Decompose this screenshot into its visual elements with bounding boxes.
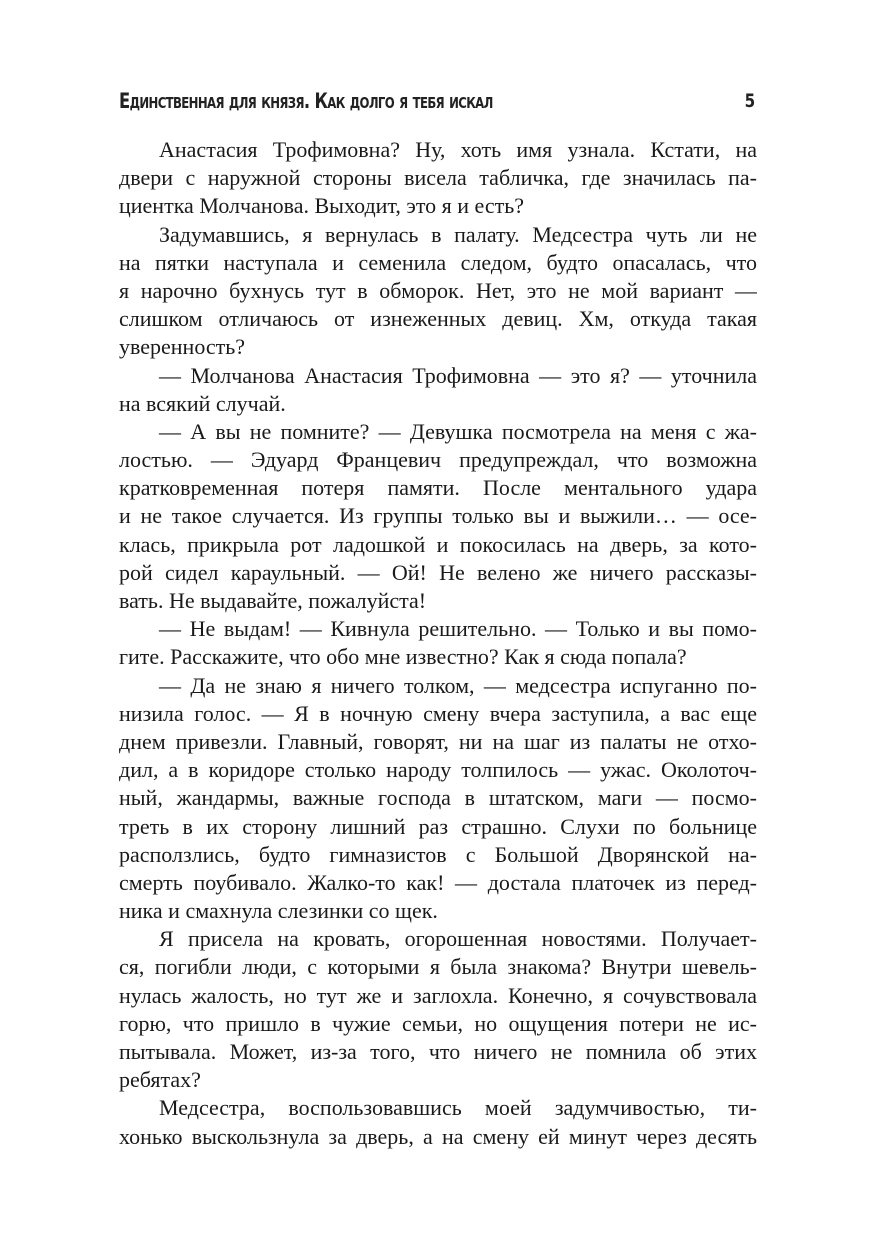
running-header: [119, 84, 757, 118]
text-line: на всякий случай.: [119, 390, 286, 416]
text-line: Задумавшись, я вернулась в палату. Медсестра чуть ли не: [159, 221, 757, 247]
text-line: Я присела на кровать, огорошенная новостями. Получает-: [159, 926, 757, 952]
text-line: низила голос. — Я в ночную смену вчера заступила, а вас еще: [119, 700, 757, 726]
text-line: смерть поубивало. Жалко-то как! — достала платочек из перед-: [119, 869, 757, 895]
text-line: днем привезли. Главный, говорят, ни на шаг из палаты не отхо-: [119, 728, 757, 754]
running-title: Единственная для князя. Как долго я тебя искал: [119, 89, 493, 113]
text-line: хонько выскользнула за дверь, а на смену ей минут через десять: [119, 1123, 757, 1149]
text-line: — А вы не помните? — Девушка посмотрела на меня с жа-: [159, 418, 757, 444]
text-line: ребятах?: [119, 1067, 201, 1093]
text-line: кратковременная потеря памяти. После ментального удара: [119, 475, 757, 501]
text-line: ный, жандармы, важные господа в штатском, маги — посмо-: [119, 785, 757, 811]
text-line: ника и смахнула слезинки со щек.: [119, 898, 438, 924]
text-line: нулась жалость, но тут же и заглохла. Конечно, я сочувствовала: [119, 982, 757, 1008]
text-line: ся, погибли люди, с которыми я была знакома? Внутри шевель-: [119, 954, 757, 980]
text-line: двери с наружной стороны висела табличка, где значилась па-: [119, 165, 757, 191]
text-line: клась, прикрыла рот ладошкой и покосилась на дверь, за кото-: [119, 531, 757, 557]
text-line: лостью. — Эдуард Францевич предупреждал, что возможна: [119, 447, 757, 473]
text-line: — Молчанова Анастасия Трофимовна — это я? — уточнила: [159, 362, 757, 388]
text-line: уверенность?: [119, 334, 246, 360]
text-line: дил, а в коридоре столько народу толпилось — ужас. Околоточ-: [119, 757, 757, 783]
text-line: Анастасия Трофимовна? Ну, хоть имя узнала. Кстати, на: [159, 137, 757, 162]
page-number: 5: [744, 90, 755, 112]
text-line: горю, что пришло в чужие семьи, но ощущения потери не ис-: [119, 1010, 757, 1036]
text-line: гите. Расскажите, что обо мне известно? Как я сюда попала?: [119, 644, 687, 670]
text-line: расползлись, будто гимназистов с Большой Дворянской на-: [119, 841, 757, 867]
text-line: циентка Молчанова. Выходит, это я и есть?: [119, 193, 525, 219]
text-line: — Не выдам! — Кивнула решительно. — Только и вы помо-: [159, 616, 757, 642]
text-line: треть в их сторону лишний раз страшно. Слухи по больнице: [119, 813, 757, 839]
text-line: пытывала. Может, из-за того, что ничего не помнила об этих: [119, 1039, 757, 1064]
text-line: слишком отличаюсь от изнеженных девиц. Хм, откуда такая: [119, 306, 757, 332]
text-line: я нарочно бухнусь тут в обморок. Нет, это не мой вариант —: [119, 277, 757, 303]
text-line: Медсестра, воспользовавшись моей задумчивостью, ти-: [159, 1095, 757, 1121]
text-line: вать. Не выдавайте, пожалуйста!: [119, 588, 427, 613]
text-line: — Да не знаю я ничего толком, — медсестра испуганно по-: [159, 672, 757, 698]
text-line: и не такое случается. Из группы только вы и выжили… — осе-: [119, 503, 757, 529]
text-line: рой сидел караульный. — Ой! Не велено же ничего рассказы-: [119, 559, 757, 585]
text-line: на пятки наступала и семенила следом, будто опасалась, что: [119, 249, 757, 275]
body-text: [119, 136, 757, 1151]
